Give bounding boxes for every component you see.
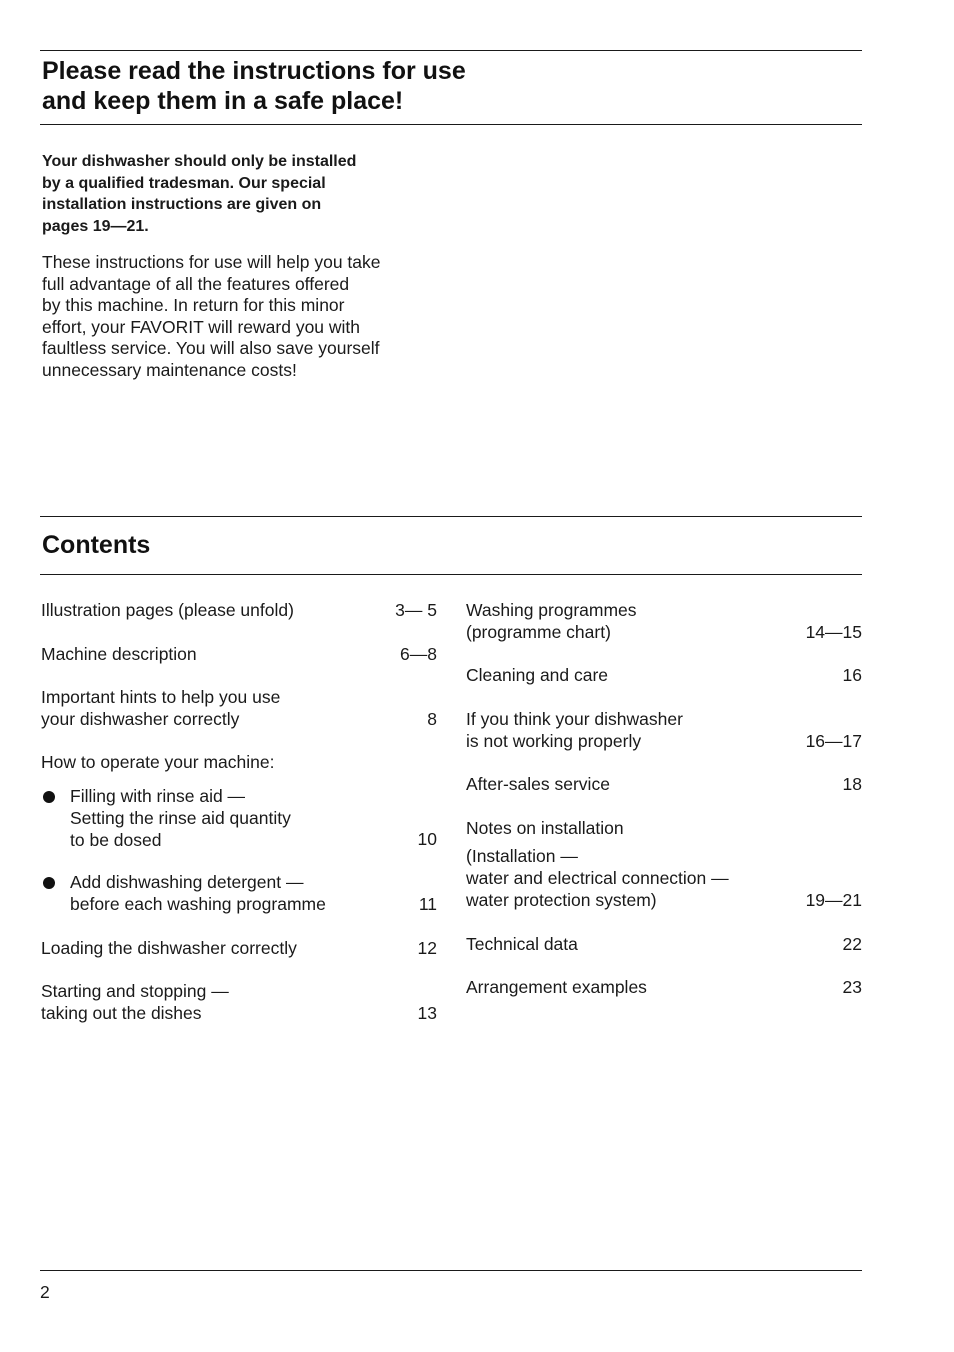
toc-entry-title: (programme chart)	[466, 621, 611, 642]
toc-entry-title: water and electrical connection —	[466, 867, 729, 888]
toc-entry-title: is not working properly	[466, 730, 642, 751]
installation-notice	[42, 151, 422, 238]
toc-entry-title: Loading the dishwasher correctly	[41, 938, 297, 958]
toc-entry-title: before each washing programme	[70, 893, 326, 914]
toc-page-number: 14—15	[805, 622, 862, 642]
toc-entry-cleaning-care	[466, 665, 608, 687]
intro-line: faultless service. You will also save yourself	[42, 338, 380, 359]
intro-paragraph	[42, 252, 442, 382]
toc-page-number: 3— 5	[395, 600, 437, 620]
intro-line: These instructions for use will help you take	[42, 252, 381, 272]
toc-entry-title: Arrangement examples	[466, 977, 647, 997]
contents-bottom-rule	[40, 574, 862, 575]
intro-line: effort, your FAVORIT will reward you with	[42, 316, 361, 337]
toc-entry-important-hints	[41, 687, 280, 731]
toc-page-number: 23	[842, 977, 862, 997]
toc-entry-title: How to operate your machine:	[41, 752, 275, 772]
toc-page-number: 22	[842, 934, 862, 954]
intro-line: unnecessary maintenance costs!	[42, 359, 297, 380]
toc-entry-detergent	[70, 872, 326, 916]
toc-page-number: 12	[417, 938, 437, 958]
footer-rule	[40, 1270, 862, 1271]
page-title	[42, 56, 602, 116]
notice-line: pages 19—21.	[42, 218, 149, 236]
toc-entry-arrangement-examples	[466, 977, 647, 999]
toc-entry-title: If you think your dishwasher	[466, 709, 683, 729]
toc-entry-starting-stopping	[41, 981, 229, 1025]
toc-entry-title: Filling with rinse aid —	[70, 786, 246, 806]
toc-entry-illustration-pages	[41, 600, 294, 622]
toc-entry-title: After-sales service	[466, 774, 610, 794]
toc-entry-technical-data	[466, 934, 578, 956]
contents-top-rule	[40, 516, 862, 517]
toc-entry-title: Illustration pages (please unfold)	[41, 600, 294, 620]
page-title-line-2: and keep them in a safe place!	[42, 87, 404, 115]
bullet-icon	[43, 877, 55, 889]
toc-entry-installation-notes	[466, 818, 624, 840]
notice-line: installation instructions are given on	[42, 196, 322, 214]
toc-entry-title: Starting and stopping —	[41, 981, 229, 1001]
intro-line: full advantage of all the features offered	[42, 273, 350, 294]
toc-entry-title: Important hints to help you use	[41, 687, 281, 707]
toc-entry-title: Notes on installation	[466, 818, 624, 838]
toc-entry-title: Add dishwashing detergent —	[70, 872, 304, 892]
toc-entry-title: your dishwasher correctly	[41, 708, 240, 729]
toc-entry-troubleshooting	[466, 709, 683, 753]
toc-page-number: 8	[427, 709, 437, 729]
toc-entry-after-sales	[466, 774, 610, 796]
title-bottom-rule	[40, 124, 862, 125]
toc-page-number: 11	[418, 894, 437, 914]
toc-entry-loading	[41, 938, 297, 960]
toc-entry-title: Machine description	[41, 644, 197, 664]
toc-page-number: 10	[417, 829, 437, 849]
toc-entry-title: Washing programmes	[466, 600, 637, 620]
page-number: 2	[40, 1282, 50, 1302]
toc-entry-title: to be dosed	[70, 829, 162, 850]
toc-page-number: 6—8	[400, 644, 437, 664]
contents-title: Contents	[42, 531, 151, 559]
toc-entry-title: taking out the dishes	[41, 1002, 202, 1023]
toc-entry-title: Technical data	[466, 934, 578, 954]
toc-entry-title: (Installation —	[466, 846, 578, 866]
toc-entry-rinse-aid	[70, 786, 291, 851]
toc-page-number: 16—17	[805, 731, 862, 751]
bullet-icon	[43, 791, 55, 803]
intro-line: by this machine. In return for this minor	[42, 295, 345, 316]
toc-page-number: 19—21	[805, 890, 862, 910]
notice-line: by a qualified tradesman. Our special	[42, 174, 326, 192]
toc-entry-washing-programmes	[466, 600, 637, 644]
toc-entry-machine-description	[41, 644, 197, 666]
toc-entry-installation-details	[466, 846, 729, 911]
toc-page-number: 13	[417, 1003, 437, 1023]
top-rule	[40, 50, 862, 51]
toc-page-number: 18	[842, 774, 862, 794]
toc-page-number: 16	[842, 665, 862, 685]
toc-entry-title: Cleaning and care	[466, 665, 609, 685]
page-title-line-1: Please read the instructions for use	[42, 57, 466, 85]
toc-entry-how-to-operate	[41, 752, 274, 774]
notice-line: Your dishwasher should only be installed	[42, 153, 357, 170]
toc-entry-title: water protection system)	[466, 889, 657, 910]
toc-entry-title: Setting the rinse aid quantity	[70, 807, 291, 828]
